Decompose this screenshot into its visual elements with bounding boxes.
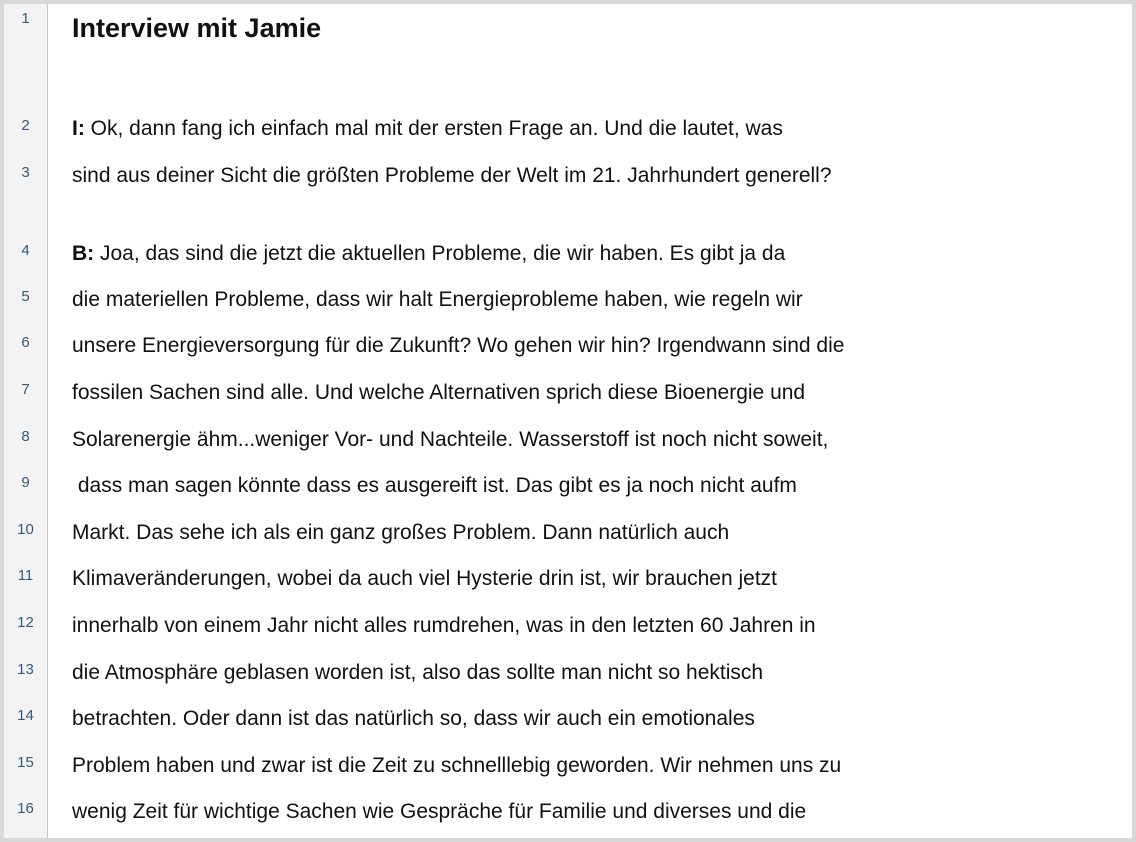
speaker-label: I: (72, 117, 85, 140)
transcript-line (4, 701, 1132, 748)
line-number: 2 (21, 117, 30, 134)
transcript-line (4, 748, 1132, 795)
line-number: 10 (17, 521, 34, 538)
line-number: 13 (17, 661, 34, 678)
line-number: 1 (21, 10, 30, 27)
transcript-line (4, 608, 1132, 655)
line-content: die Atmosphäre geblasen worden ist, also das sollte man nicht so hektisch (72, 661, 764, 684)
transcript-line (4, 422, 1132, 469)
line-content: sind aus deiner Sicht die größten Probleme der Welt im 21. Jahrhundert generell? (72, 164, 832, 187)
transcript-line (4, 111, 1132, 158)
document-page (4, 4, 1132, 838)
line-content: wenig Zeit für wichtige Sachen wie Gespräche für Familie und diverses und die (72, 800, 807, 823)
line-content: Ok, dann fang ich einfach mal mit der ersten Frage an. Und die lautet, was (84, 117, 783, 140)
transcript-line (4, 282, 1132, 329)
transcript-line (4, 655, 1132, 702)
speaker-label: B: (72, 242, 95, 265)
transcript-line (4, 515, 1132, 562)
line-number: 6 (21, 334, 30, 351)
transcript-line (4, 794, 1132, 838)
transcript-line (4, 468, 1132, 515)
line-number: 11 (17, 567, 34, 584)
line-number: 9 (21, 474, 30, 491)
line-content: Klimaveränderungen, wobei da auch viel Hysterie drin ist, wir brauchen jetzt (72, 567, 778, 590)
line-text (72, 241, 785, 267)
line-number: 8 (21, 428, 30, 445)
line-content: Solarenergie ähm...weniger Vor- und Nachteile. Wasserstoff ist noch nicht soweit, (72, 428, 829, 451)
document-title: Interview mit Jamie (72, 13, 322, 43)
line-number: 12 (17, 614, 34, 631)
line-number: 15 (17, 754, 34, 771)
line-number: 4 (21, 242, 30, 259)
title-line (4, 4, 1132, 64)
line-number: 14 (17, 707, 34, 724)
transcript-line (4, 561, 1132, 608)
line-content: Joa, das sind die jetzt die aktuellen Probleme, die wir haben. Es gibt ja da (94, 242, 786, 265)
line-number: 7 (21, 381, 30, 398)
line-content: Problem haben und zwar ist die Zeit zu schnelllebig geworden. Wir nehmen uns zu (72, 754, 842, 777)
line-number: 5 (21, 288, 30, 305)
line-content: Markt. Das sehe ich als ein ganz großes Problem. Dann natürlich auch (72, 521, 730, 544)
line-text (72, 116, 783, 142)
line-number: 3 (21, 164, 30, 181)
line-number: 16 (17, 800, 34, 817)
line-content: innerhalb von einem Jahr nicht alles rumdrehen, was in den letzten 60 Jahren in (72, 614, 816, 637)
transcript-line (4, 236, 1132, 283)
line-content: betrachten. Oder dann ist das natürlich so, dass wir auch ein emotionales (72, 707, 755, 730)
transcript-line (4, 158, 1132, 205)
transcript-line (4, 328, 1132, 375)
line-content: dass man sagen könnte dass es ausgereift ist. Das gibt es ja noch nicht aufm (72, 474, 797, 497)
line-content: fossilen Sachen sind alle. Und welche Alternativen sprich diese Bioenergie und (72, 381, 806, 404)
line-content: die materiellen Probleme, dass wir halt Energieprobleme haben, wie regeln wir (72, 288, 803, 311)
transcript-line (4, 375, 1132, 422)
line-content: unsere Energieversorgung für die Zukunft? Wo gehen wir hin? Irgendwann sind die (72, 334, 845, 357)
